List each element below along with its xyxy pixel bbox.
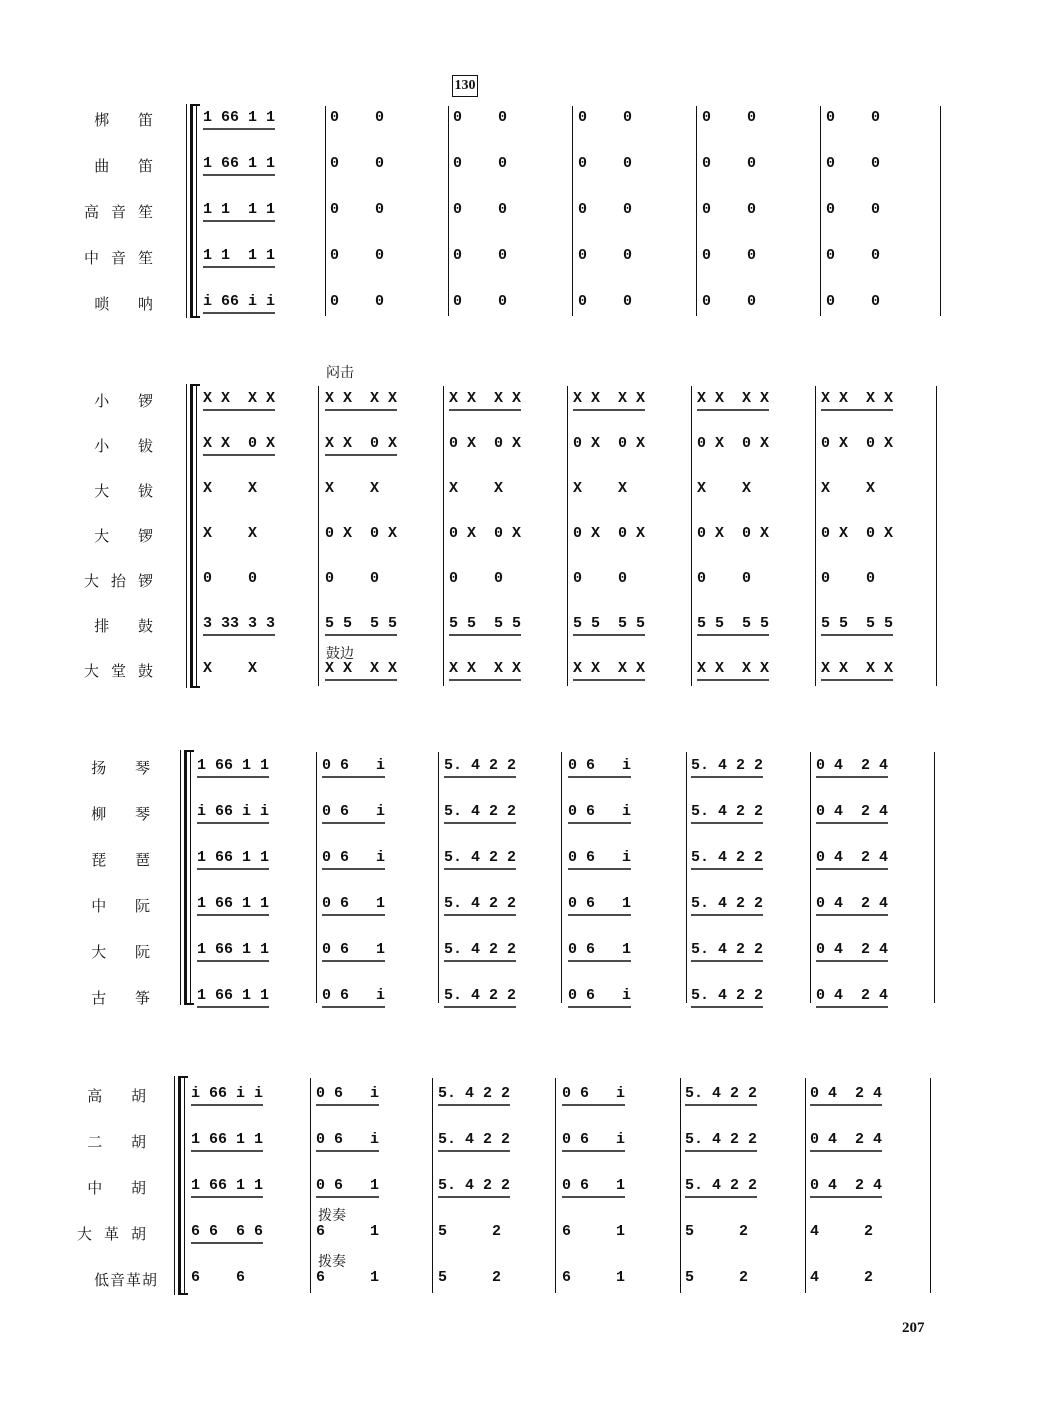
barline [432, 1078, 433, 1293]
instrument-label: 大抬锣 [83, 572, 165, 590]
measure-cell: 1 66 1 1 [197, 987, 270, 1004]
barline [325, 106, 326, 316]
measure-cell: 0 0 [453, 201, 508, 218]
measure-cell: 5. 4 2 2 [691, 941, 764, 958]
page-number: 207 [902, 1320, 925, 1336]
instrument-label: 高音笙 [83, 203, 165, 221]
measure-cell: 0 0 [330, 109, 385, 126]
measure-cell: 5. 4 2 2 [444, 803, 517, 820]
measure-cell: 0 X 0 X [449, 525, 522, 542]
measure-cell: 5 5 5 5 [697, 615, 770, 632]
measure-cell: 0 0 [330, 201, 385, 218]
system-bracket [190, 104, 193, 318]
measure-cell: 1 1 1 1 [203, 247, 276, 264]
measure-cell: 0 0 [821, 570, 876, 587]
measure-cell: X X [203, 525, 258, 542]
rehearsal-mark: 130 [452, 75, 478, 97]
measure-cell: 1 66 1 1 [197, 941, 270, 958]
measure-cell: 5. 4 2 2 [691, 895, 764, 912]
measure-cell: 1 66 1 1 [191, 1131, 264, 1148]
measure-cell: 0 4 2 4 [810, 1131, 883, 1148]
measure-cell: 0 4 2 4 [816, 803, 889, 820]
measure-cell: 0 0 [826, 247, 881, 264]
measure-cell: 0 6 i [568, 803, 632, 820]
measure-cell: 0 0 [578, 155, 633, 172]
annotation-drum-edge: 鼓边 [326, 646, 354, 662]
measure-cell: 0 0 [826, 109, 881, 126]
measure-cell: 0 6 i [322, 987, 386, 1004]
measure-cell: X X 0 X [325, 435, 398, 452]
measure-cell: X X X X [203, 390, 276, 407]
measure-cell: 5. 4 2 2 [438, 1177, 511, 1194]
measure-cell: 0 6 i [568, 849, 632, 866]
instrument-label: 大 锣 [94, 527, 165, 545]
measure-cell: 0 0 [453, 155, 508, 172]
measure-cell: 5. 4 2 2 [444, 941, 517, 958]
barline [680, 1078, 681, 1293]
bracket-cap [190, 316, 200, 318]
barline [443, 386, 444, 686]
measure-cell: 0 6 i [316, 1131, 380, 1148]
measure-cell: 0 0 [453, 109, 508, 126]
measure-cell: X X X X [697, 660, 770, 677]
measure-cell: X X [697, 480, 752, 497]
measure-cell: 6 1 [562, 1223, 626, 1240]
measure-cell: X X X X [325, 660, 398, 677]
system-left-line [180, 750, 181, 1005]
measure-cell: 1 66 1 1 [203, 155, 276, 172]
barline [567, 386, 568, 686]
measure-cell: 5 2 [685, 1269, 749, 1286]
bracket-cap [190, 104, 200, 106]
measure-cell: 0 4 2 4 [810, 1085, 883, 1102]
measure-cell: i 66 i i [203, 293, 276, 310]
measure-cell: 0 6 1 [562, 1177, 626, 1194]
annotation-pizzicato-2: 拨奏 [318, 1254, 346, 1270]
measure-cell: 0 X 0 X [697, 525, 770, 542]
measure-cell: 0 0 [826, 201, 881, 218]
measure-cell: 5 5 5 5 [325, 615, 398, 632]
measure-cell: X X X X [325, 390, 398, 407]
measure-cell: 0 0 [702, 155, 757, 172]
measure-cell: 5. 4 2 2 [438, 1131, 511, 1148]
measure-cell: 1 66 1 1 [197, 895, 270, 912]
instrument-label: 大堂鼓 [83, 662, 165, 680]
instrument-label: 大 钹 [94, 482, 165, 500]
measure-cell: i 66 i i [191, 1085, 264, 1102]
system-left-line [186, 104, 187, 318]
barline [316, 752, 317, 1003]
barline [190, 752, 191, 1003]
system-bracket [190, 384, 193, 688]
bracket-cap [184, 750, 194, 752]
system-bracket [184, 750, 187, 1005]
instrument-label: 大革胡 [76, 1225, 158, 1243]
measure-cell: 5. 4 2 2 [691, 987, 764, 1004]
measure-cell: 0 0 [578, 109, 633, 126]
measure-cell: 0 0 [453, 247, 508, 264]
measure-cell: 0 4 2 4 [816, 895, 889, 912]
measure-cell: 0 6 i [322, 803, 386, 820]
measure-cell: 0 6 1 [568, 895, 632, 912]
measure-cell: 5. 4 2 2 [685, 1177, 758, 1194]
measure-cell: 5. 4 2 2 [691, 849, 764, 866]
measure-cell: 0 0 [330, 155, 385, 172]
measure-cell: 0 X 0 X [325, 525, 398, 542]
measure-cell: 0 6 1 [322, 895, 386, 912]
measure-cell: 0 0 [578, 293, 633, 310]
barline [940, 106, 941, 316]
barline [810, 752, 811, 1003]
instrument-label: 小 钹 [94, 437, 165, 455]
measure-cell: 0 0 [330, 247, 385, 264]
measure-cell: 0 0 [330, 293, 385, 310]
measure-cell: 0 6 1 [568, 941, 632, 958]
measure-cell: 0 0 [578, 201, 633, 218]
measure-cell: 0 6 i [562, 1131, 626, 1148]
bracket-cap [190, 686, 200, 688]
measure-cell: 0 4 2 4 [816, 849, 889, 866]
measure-cell: 4 2 [810, 1269, 874, 1286]
system-bracket [178, 1076, 181, 1295]
barline [555, 1078, 556, 1293]
measure-cell: 6 1 [316, 1223, 380, 1240]
instrument-label: 二 胡 [87, 1133, 158, 1151]
measure-cell: 0 4 2 4 [816, 987, 889, 1004]
measure-cell: 5. 4 2 2 [691, 757, 764, 774]
measure-cell: 6 6 [191, 1269, 246, 1286]
barline [820, 106, 821, 316]
measure-cell: 0 6 1 [322, 941, 386, 958]
measure-cell: 5. 4 2 2 [444, 757, 517, 774]
measure-cell: 5 5 5 5 [821, 615, 894, 632]
barline [561, 752, 562, 1003]
measure-cell: 1 1 1 1 [203, 201, 276, 218]
measure-cell: 6 1 [316, 1269, 380, 1286]
instrument-label: 中 阮 [91, 897, 162, 915]
bracket-cap [190, 384, 200, 386]
measure-cell: X X [573, 480, 628, 497]
instrument-label: 中音笙 [83, 249, 165, 267]
annotation-muted-hit: 闷击 [326, 365, 354, 381]
measure-cell: X X X X [449, 390, 522, 407]
barline [310, 1078, 311, 1293]
measure-cell: 1 66 1 1 [191, 1177, 264, 1194]
measure-cell: i 66 i i [197, 803, 270, 820]
measure-cell: X X X X [573, 660, 646, 677]
measure-cell: X X X X [697, 390, 770, 407]
measure-cell: 5. 4 2 2 [685, 1085, 758, 1102]
instrument-label: 排 鼓 [94, 617, 165, 635]
barline [930, 1078, 931, 1293]
system-left-line [186, 384, 187, 688]
instrument-label: 高 胡 [87, 1087, 158, 1105]
measure-cell: 0 0 [826, 155, 881, 172]
measure-cell: X X [821, 480, 876, 497]
measure-cell: 0 X 0 X [821, 525, 894, 542]
measure-cell: 0 6 i [568, 987, 632, 1004]
measure-cell: 0 0 [826, 293, 881, 310]
measure-cell: 5 5 5 5 [449, 615, 522, 632]
measure-cell: 6 1 [562, 1269, 626, 1286]
measure-cell: 0 4 2 4 [810, 1177, 883, 1194]
measure-cell: 5. 4 2 2 [444, 987, 517, 1004]
system-left-line [174, 1076, 175, 1295]
barline [815, 386, 816, 686]
measure-cell: 0 0 [702, 293, 757, 310]
measure-cell: 0 0 [702, 109, 757, 126]
measure-cell: X X X X [449, 660, 522, 677]
barline [936, 386, 937, 686]
barline [438, 752, 439, 1003]
measure-cell: 0 X 0 X [573, 435, 646, 452]
barline [934, 752, 935, 1003]
instrument-label: 曲 笛 [94, 157, 165, 175]
measure-cell: 5 2 [438, 1269, 502, 1286]
measure-cell: 0 6 i [562, 1085, 626, 1102]
barline [184, 1078, 185, 1293]
measure-cell: X X [203, 660, 258, 677]
measure-cell: X X 0 X [203, 435, 276, 452]
measure-cell: 0 0 [573, 570, 628, 587]
measure-cell: 0 X 0 X [573, 525, 646, 542]
measure-cell: 5 2 [438, 1223, 502, 1240]
instrument-label: 梆 笛 [94, 111, 165, 129]
measure-cell: 5. 4 2 2 [691, 803, 764, 820]
measure-cell: 5 5 5 5 [573, 615, 646, 632]
measure-cell: X X [449, 480, 504, 497]
measure-cell: 0 6 1 [316, 1177, 380, 1194]
measure-cell: 0 0 [203, 570, 258, 587]
instrument-label: 小 锣 [94, 392, 165, 410]
instrument-label: 古 筝 [91, 989, 162, 1007]
measure-cell: X X X X [821, 390, 894, 407]
measure-cell: 0 X 0 X [821, 435, 894, 452]
instrument-label: 大 阮 [91, 943, 162, 961]
measure-cell: 3 33 3 3 [203, 615, 276, 632]
barline [572, 106, 573, 316]
measure-cell: X X X X [573, 390, 646, 407]
instrument-label: 低音革胡 [93, 1271, 158, 1289]
barline [196, 106, 197, 316]
measure-cell: 4 2 [810, 1223, 874, 1240]
measure-cell: 0 0 [449, 570, 504, 587]
measure-cell: 0 X 0 X [449, 435, 522, 452]
measure-cell: 0 0 [453, 293, 508, 310]
measure-cell: 0 0 [702, 247, 757, 264]
measure-cell: 1 66 1 1 [197, 757, 270, 774]
annotation-pizzicato-1: 拨奏 [318, 1208, 346, 1224]
instrument-label: 琵 琶 [91, 851, 162, 869]
measure-cell: 0 6 i [568, 757, 632, 774]
instrument-label: 唢 呐 [94, 295, 165, 313]
measure-cell: X X [325, 480, 380, 497]
measure-cell: 0 4 2 4 [816, 757, 889, 774]
measure-cell: 5. 4 2 2 [438, 1085, 511, 1102]
barline [448, 106, 449, 316]
measure-cell: 0 X 0 X [697, 435, 770, 452]
measure-cell: 0 0 [697, 570, 752, 587]
measure-cell: X X X X [821, 660, 894, 677]
bracket-cap [178, 1076, 188, 1078]
barline [318, 386, 319, 686]
measure-cell: 0 6 i [322, 849, 386, 866]
measure-cell: 0 0 [702, 201, 757, 218]
barline [805, 1078, 806, 1293]
measure-cell: 0 0 [325, 570, 380, 587]
measure-cell: 5. 4 2 2 [444, 849, 517, 866]
measure-cell: 1 66 1 1 [203, 109, 276, 126]
barline [691, 386, 692, 686]
barline [696, 106, 697, 316]
instrument-label: 扬 琴 [91, 759, 162, 777]
bracket-cap [184, 1003, 194, 1005]
measure-cell: 0 4 2 4 [816, 941, 889, 958]
measure-cell: 5. 4 2 2 [685, 1131, 758, 1148]
measure-cell: 0 0 [578, 247, 633, 264]
instrument-label: 中 胡 [87, 1179, 158, 1197]
instrument-label: 柳 琴 [91, 805, 162, 823]
measure-cell: 1 66 1 1 [197, 849, 270, 866]
measure-cell: 5. 4 2 2 [444, 895, 517, 912]
measure-cell: 6 6 6 6 [191, 1223, 264, 1240]
barline [686, 752, 687, 1003]
measure-cell: 0 6 i [316, 1085, 380, 1102]
measure-cell: X X [203, 480, 258, 497]
bracket-cap [178, 1293, 188, 1295]
measure-cell: 0 6 i [322, 757, 386, 774]
barline [196, 386, 197, 686]
measure-cell: 5 2 [685, 1223, 749, 1240]
